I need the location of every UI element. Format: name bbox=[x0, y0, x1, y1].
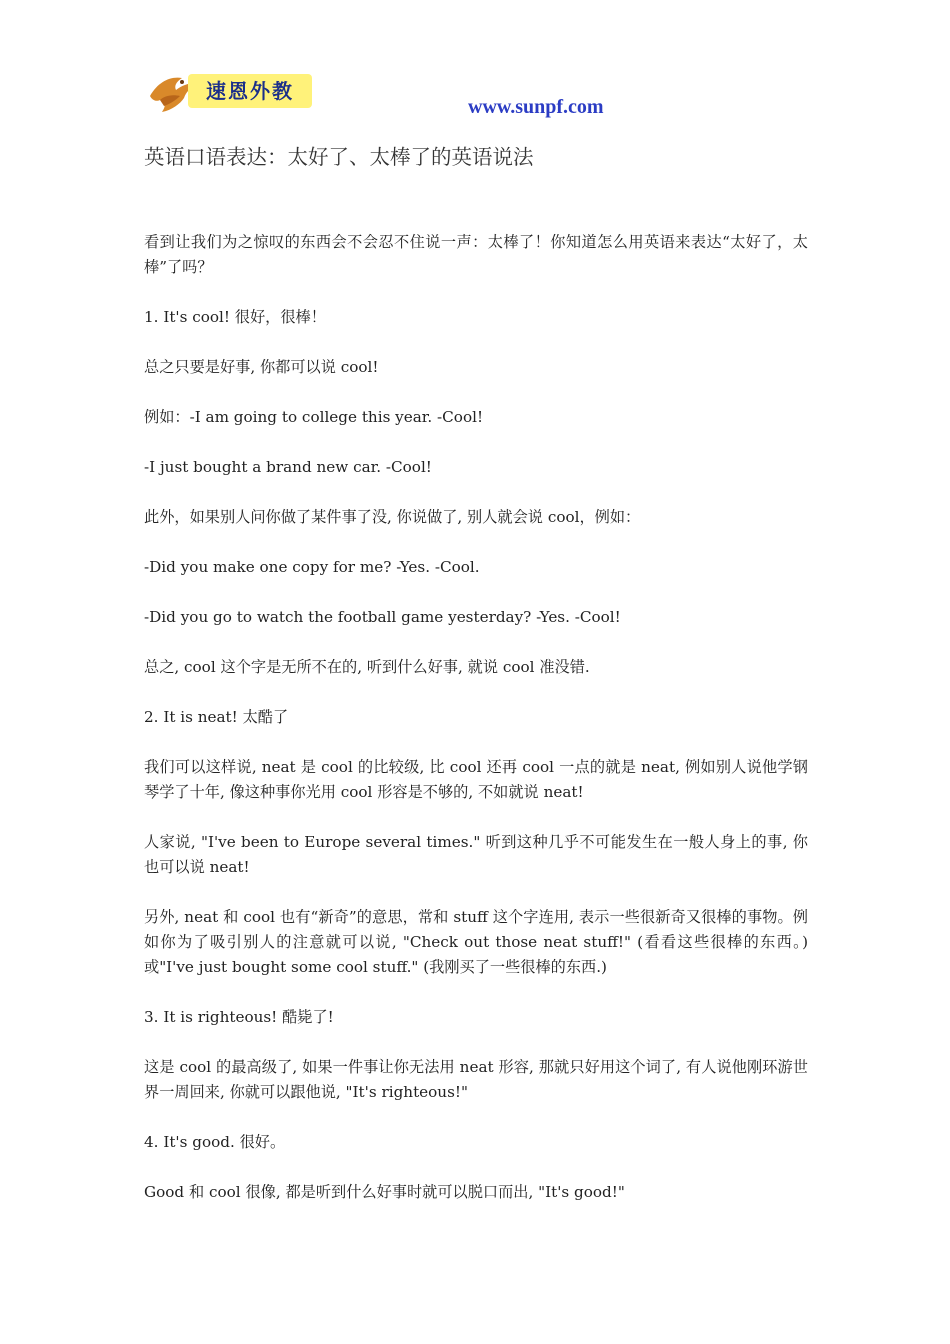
paragraph: 4. It's good. 很好。 bbox=[144, 1133, 286, 1151]
paragraph: -Did you go to watch the football game yesterday? -Yes. -Cool! bbox=[144, 608, 621, 626]
paragraph: -I just bought a brand new car. -Cool! bbox=[144, 458, 432, 476]
paragraph: 1. It's cool! 很好，很棒！ bbox=[144, 308, 326, 326]
paragraph: 总之, cool 这个字是无所不在的, 听到什么好事, 就说 cool 准没错. bbox=[144, 658, 590, 676]
paragraph: 我们可以这样说, neat 是 cool 的比较级, 比 cool 还再 cool 一点的就是 neat, 例如别人说他学钢琴学了十年, 像这种事你光用 cool 形容是不够的, 不如就说 neat! bbox=[144, 758, 808, 801]
paragraph: 此外，如果别人问你做了某件事了没, 你说做了, 别人就会说 cool，例如： bbox=[144, 508, 641, 526]
paragraph: 例如：-I am going to college this year. -Cool! bbox=[144, 408, 484, 426]
page-title: 英语口语表达：太好了、太棒了的英语说法 bbox=[144, 145, 534, 169]
logo-badge bbox=[188, 74, 312, 108]
paragraph: 看到让我们为之惊叹的东西会不会忍不住说一声：太棒了！你知道怎么用英语来表达“太好了，太棒”了吗？ bbox=[144, 233, 808, 276]
paragraph: 总之只要是好事, 你都可以说 cool! bbox=[144, 358, 379, 376]
paragraph: 这是 cool 的最高级了, 如果一件事让你无法用 neat 形容, 那就只好用这个词了, 有人说他刚环游世界一周回来, 你就可以跟他说, "It's righteous!" bbox=[144, 1058, 808, 1101]
paragraph: -Did you make one copy for me? -Yes. -Cool. bbox=[144, 558, 480, 576]
paragraph: Good 和 cool 很像, 都是听到什么好事时就可以脱口而出, "It's good!" bbox=[144, 1183, 625, 1201]
site-logo[interactable] bbox=[146, 70, 314, 114]
site-url-link[interactable]: www.sunpf.com bbox=[468, 96, 604, 118]
paragraph: 另外, neat 和 cool 也有“新奇”的意思，常和 stuff 这个字连用, 表示一些很新奇又很棒的事物。例如你为了吸引别人的注意就可以说, "Check out those neat stuff!" (看看这些很棒的东西。) 或"I've just bought some cool stuff." (我刚买了一些很棒的东西.) bbox=[144, 908, 808, 976]
paragraph: 人家说, "I've been to Europe several times." 听到这种几乎不可能发生在一般人身上的事, 你也可以说 neat! bbox=[144, 833, 808, 876]
paragraph: 2. It is neat! 太酷了 bbox=[144, 708, 289, 726]
paragraph: 3. It is righteous! 酷毙了! bbox=[144, 1008, 334, 1026]
article-body bbox=[144, 230, 808, 1230]
logo-text: 速恩外教 bbox=[206, 79, 294, 103]
